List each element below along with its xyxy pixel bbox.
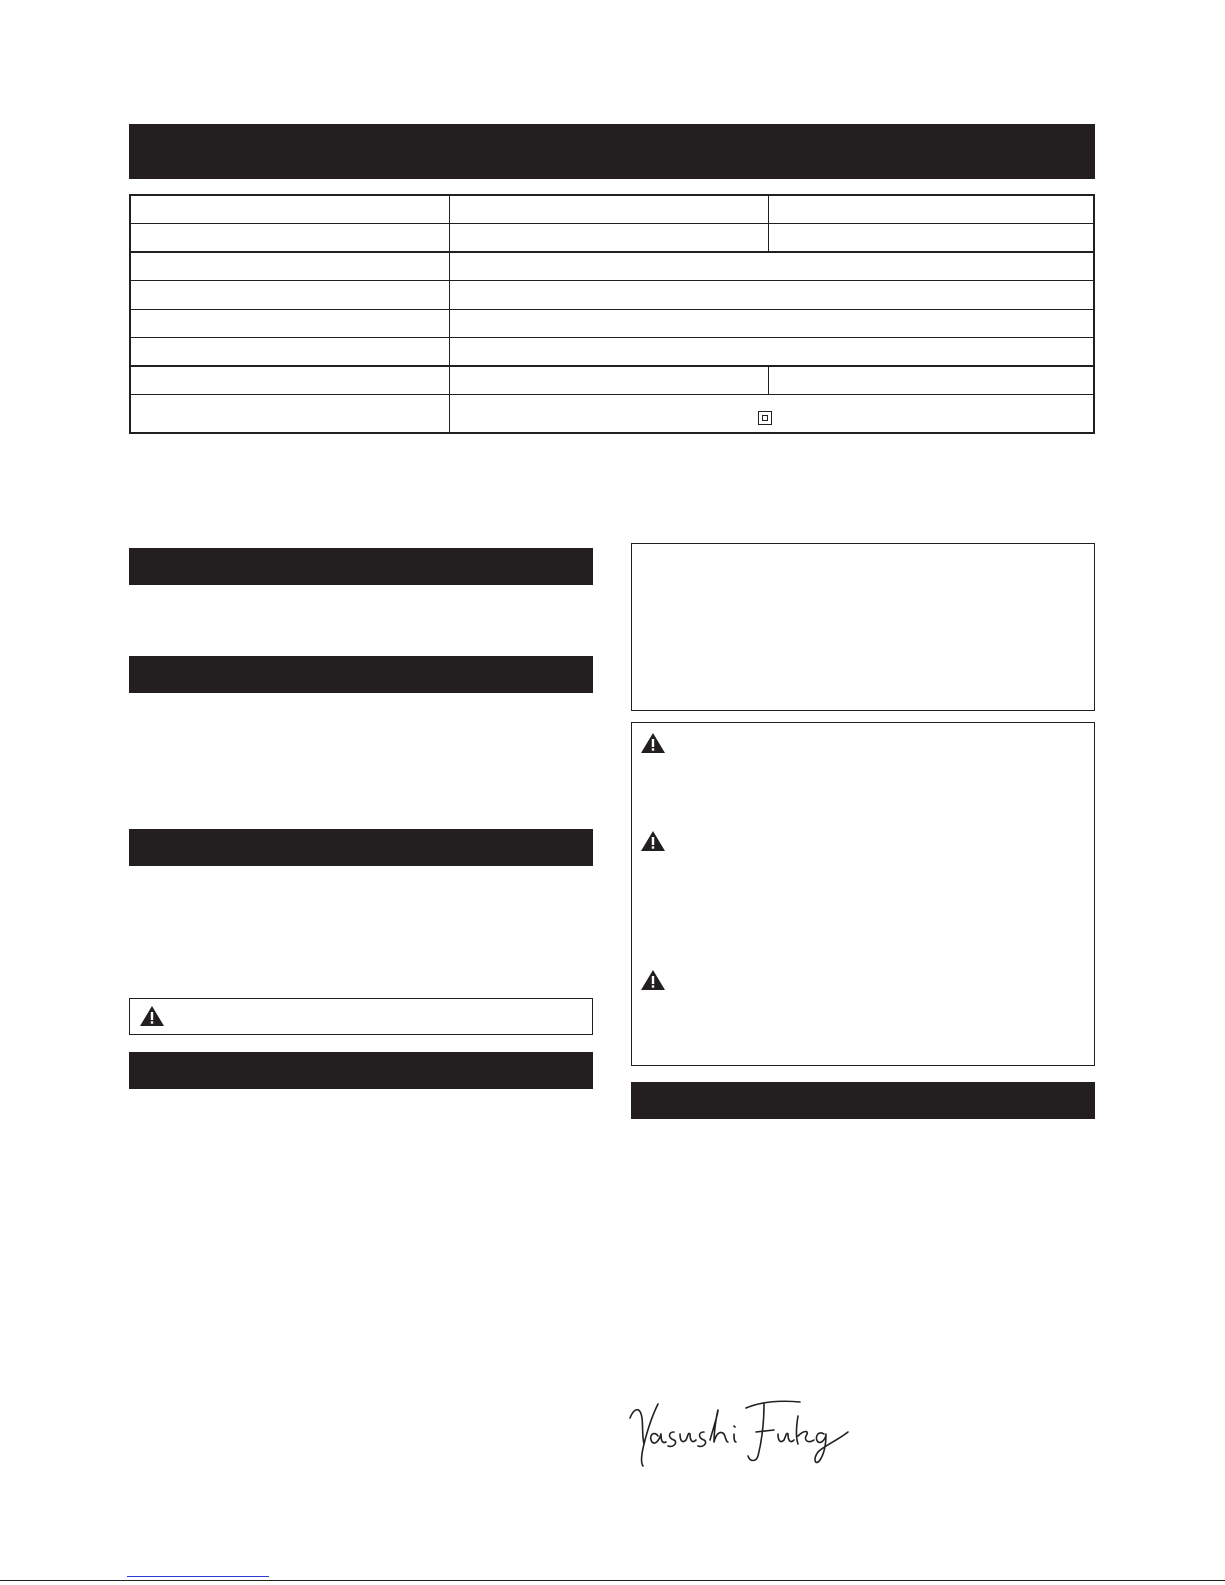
table-row-divider [131, 309, 1093, 310]
section-bar-3 [129, 829, 593, 866]
section-bar-2 [129, 656, 593, 693]
table-row-divider [131, 251, 1093, 253]
table-row-divider [131, 394, 1093, 395]
specifications-table [129, 194, 1095, 434]
table-row-divider [131, 280, 1093, 281]
footer-link-underline[interactable] [127, 1576, 269, 1577]
warnings-box [631, 722, 1095, 1066]
section-bar-1 [129, 548, 593, 585]
section-bar-5 [631, 1082, 1095, 1119]
section-bar-4 [129, 1052, 593, 1089]
warning-triangle-icon [139, 1005, 165, 1027]
table-row-divider [131, 365, 1093, 367]
warning-triangle-icon [640, 830, 666, 852]
title-bar [129, 124, 1095, 179]
table-row-divider [131, 337, 1093, 338]
warning-triangle-icon [640, 732, 666, 754]
table-col-divider [768, 365, 769, 394]
table-col-divider [449, 196, 450, 432]
table-col-divider [768, 196, 769, 251]
signature-image [628, 1396, 850, 1468]
table-row-divider [131, 223, 1093, 224]
footer-rule [0, 1580, 1225, 1581]
warning-triangle-icon [640, 969, 666, 991]
double-insulation-icon [758, 411, 772, 425]
notice-box [631, 543, 1095, 711]
warning-box-left [129, 998, 593, 1035]
